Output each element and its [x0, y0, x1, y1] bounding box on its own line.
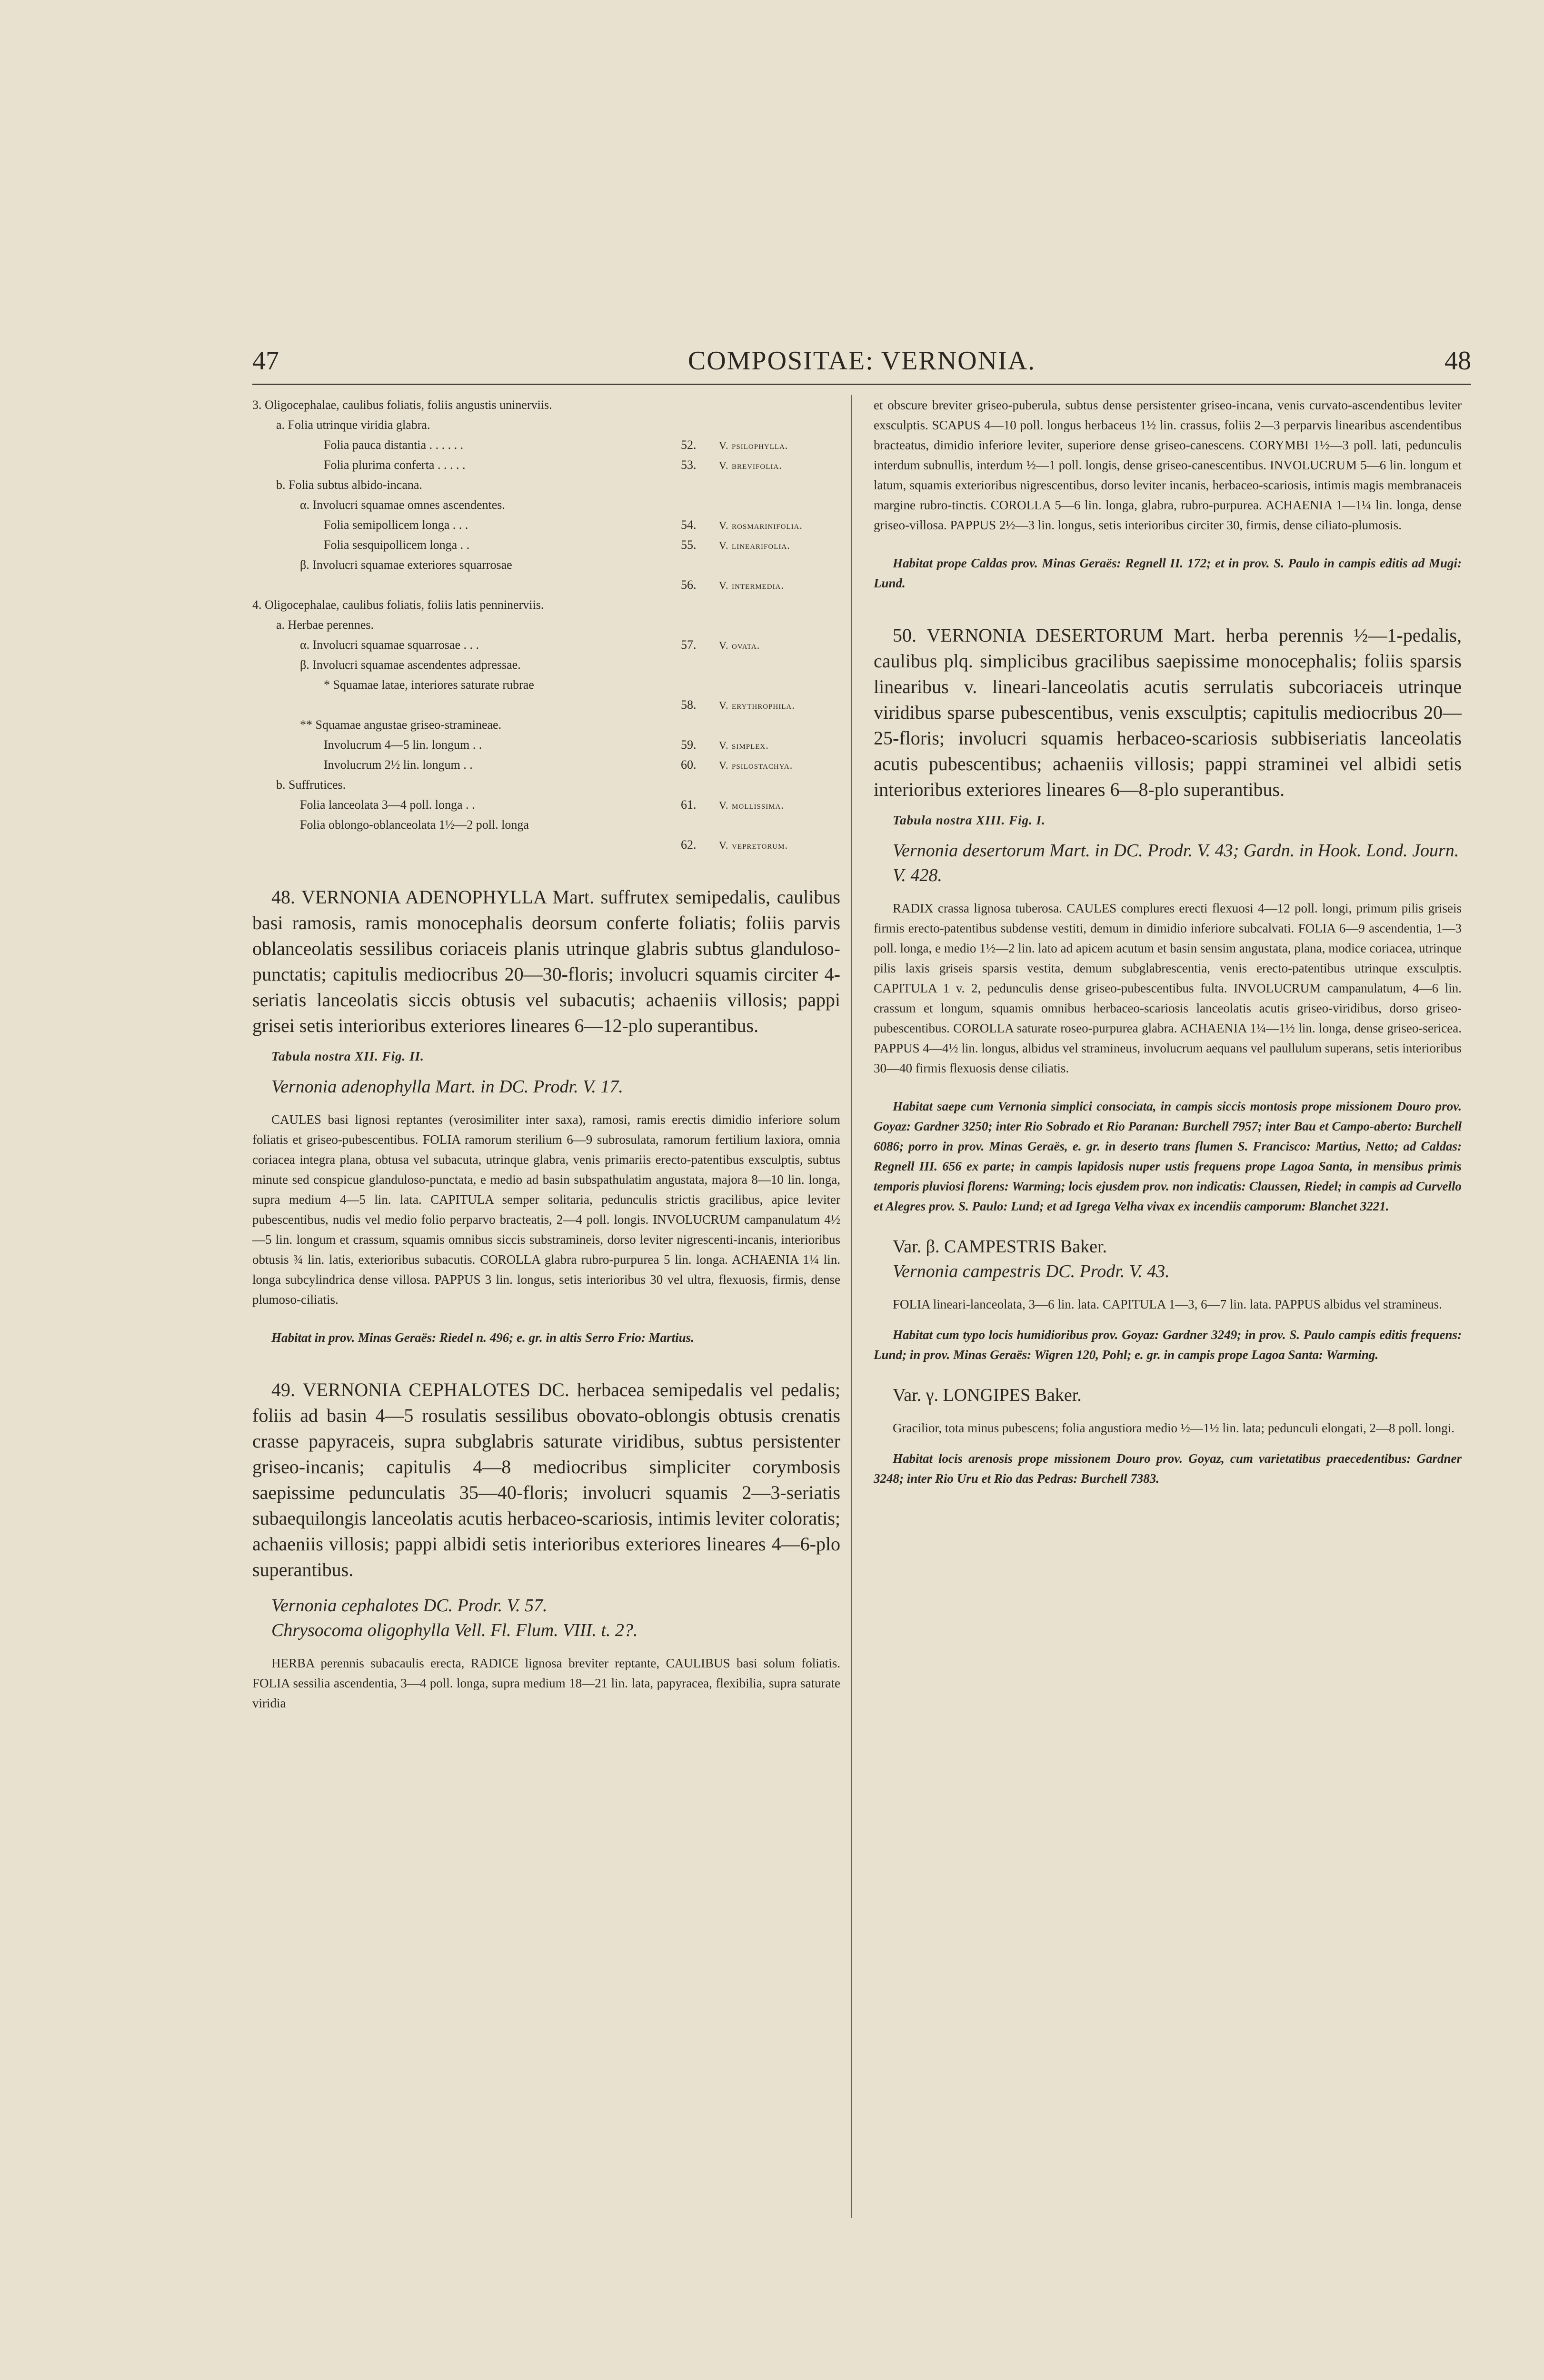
variety-beta-description: FOLIA lineari-lanceolata, 3—6 lin. lata. CAPITULA 1—3, 6—7 lin. lata. PAPPUS albidus vel stramineus. — [893, 1297, 1442, 1311]
variety-beta-citation: Vernonia campestris DC. Prodr. V. 43. — [893, 1261, 1170, 1281]
key-text — [252, 578, 324, 592]
key-row — [252, 835, 840, 855]
key-species-name: V. brevifolia. — [719, 459, 782, 471]
key-text: * Squamae latae, interiores saturate rubrae — [324, 678, 534, 692]
species-49-citation-1: Vernonia cephalotes DC. Prodr. V. 57. — [271, 1596, 548, 1616]
key-row — [252, 675, 840, 695]
key-text: 4. Oligocephalae, caulibus foliatis, foliis latis penninerviis. — [252, 598, 544, 612]
key-row — [252, 655, 840, 675]
key-number: 54. — [681, 518, 697, 532]
key-species-name: V. mollissima. — [719, 799, 784, 811]
key-species-name: V. psilostachya. — [719, 759, 793, 771]
key-text: b. Suffrutices. — [276, 778, 346, 792]
species-key — [252, 395, 840, 855]
variety-gamma-description: Gracilior, tota minus pubescens; folia angustiora medio ½—1½ lin. lata; pedunculi elongati, 2—8 poll. longi. — [893, 1421, 1454, 1435]
key-text: a. Folia utrinque viridia glabra. — [276, 418, 430, 432]
key-row — [252, 415, 840, 435]
key-row — [252, 435, 840, 455]
species-49-citation-2: Chrysocoma oligophylla Vell. Fl. Flum. VIII. t. 2?. — [271, 1620, 638, 1640]
key-text: b. Folia subtus albido-incana. — [276, 478, 422, 492]
running-header — [252, 342, 1471, 380]
page-number-right: 48 — [1444, 346, 1471, 376]
species-49-description: HERBA perennis subacaulis erecta, RADICE lignosa breviter reptante, CAULIBUS basi solum foliatis. FOLIA sessilia ascendentia, 3—4 poll. longa, supra medium 18—21 lin. lata, papyracea, flexibilia, supra saturate viridia — [252, 1656, 840, 1710]
species-50-plate: Tabula nostra XIII. Fig. I. — [893, 813, 1046, 827]
key-species-name: V. ovata. — [719, 639, 760, 651]
species-49-habitat: Habitat prope Caldas prov. Minas Geraës: Regnell II. 172; et in prov. S. Paulo in campis editis ad Mugi: Lund. — [874, 556, 1462, 590]
key-text: α. Involucri squamae squarrosae . . . — [300, 638, 479, 652]
key-text — [252, 838, 324, 852]
key-text: Folia sesquipollicem longa . . — [324, 538, 470, 552]
key-number: 53. — [681, 458, 697, 472]
key-row — [252, 775, 840, 795]
species-50-citation: Vernonia desertorum Mart. in DC. Prodr. V. 43; Gardn. in Hook. Lond. Journ. V. 428. — [893, 841, 1459, 885]
key-text: Folia lanceolata 3—4 poll. longa . . — [300, 798, 475, 812]
key-row — [252, 715, 840, 735]
key-row — [252, 755, 840, 775]
species-48-diagnosis: 48. VERNONIA ADENOPHYLLA Mart. suffrutex semipedalis, caulibus basi ramosis, ramis monocephalis deorsum conferte foliatis; foliis parvis oblanceolatis sessilibus coriaceis planis utrinque glabris subtus glanduloso-punctatis; capitulis mediocribus 20—30-floris; involucri squamis circiter 4-seriatis lanceolatis siccis obtusis vel subacutis; achaeniis villosis; pappi grisei setis interioribus exteriores lineares 6—12-plo superantibus. — [252, 886, 840, 1036]
key-row — [252, 555, 840, 575]
key-species-name: V. erythrophila. — [719, 699, 795, 711]
variety-gamma-habitat: Habitat locis arenosis prope missionem Douro prov. Goyaz, cum varietatibus praecedentibus: Gardner 3248; inter Rio Uru et Rio das Pedras: Burchell 7383. — [874, 1451, 1462, 1486]
key-text: β. Involucri squamae exteriores squarrosae — [300, 558, 512, 572]
key-species-name: V. intermedia. — [719, 579, 784, 591]
left-column — [252, 395, 840, 1713]
key-text: Folia semipollicem longa . . . — [324, 518, 468, 532]
key-row — [252, 815, 840, 835]
species-49-description-cont: et obscure breviter griseo-puberula, subtus dense persistenter griseo-incana, venis curvato-ascendentibus leviter exsculptis. SCAPUS 4—10 poll. longus herbaceus 1½ lin. crassus, foliis 2—3 perparvis linearibus ascendentibus bracteatus, dimidio inferiore leviter, superiore dense griseo-canescens. CORYMBI 1½—3 poll. lati, pedunculis interdum subnullis, interdum ½—1 poll. longis, dense griseo-canescentibus. INVOLUCRUM 5—6 lin. longum et latum, squamis exterioribus nigrescentibus, dorso leviter incanis, herbaceo-scariosis, intimis magis membranaceis margine rubro-tinctis. COROLLA 5—6 lin. longa, glabra, rubro-purpurea. ACHAENIA 1—1¼ lin. longa, dense griseo-villosa. PAPPUS 2½—3 lin. longus, setis interioribus circiter 30, firmis, dense ciliato-plumosis. — [874, 398, 1462, 532]
key-species-name: V. simplex. — [719, 739, 769, 751]
variety-gamma-title: Var. γ. LONGIPES Baker. — [893, 1385, 1082, 1405]
key-row — [252, 615, 840, 635]
key-text: a. Herbae perennes. — [276, 618, 374, 632]
key-row — [252, 795, 840, 815]
species-50-description: RADIX crassa lignosa tuberosa. CAULES complures erecti flexuosi 4—12 poll. longi, primum pilis griseis firmis erecto-patentibus subdense vestiti, demum in dimidio inferiore subcalvati. FOLIA 6—9 ascendentia, 1—3 poll. longa, e medio 1½—2 lin. lato ad apicem acutum et basin sensim angustata, plana, modice coriacea, utrinque pilis laxis griseis sparsis vestita, demum subglabrescentia, venis erecto-patentibus utrinque exsculptis. CAPITULA 1 v. 2, pedunculis dense griseo-pubescentibus fulta. INVOLUCRUM campanulatum, 4—6 lin. crassum et longum, squamis omnibus herbaceo-scariosis lanceolatis acutis griseo-viridibus, dorso griseo-pubescentibus. COROLLA saturate roseo-purpurea glabra. ACHAENIA 1¼—1½ lin. longa, dense griseo-sericea. PAPPUS 4—4½ lin. longus, albidus vel stramineus, involucrum aequans vel paullulum superans, setis interioribus 30—40 firmis flexuosis dense ciliatis. — [874, 901, 1462, 1075]
key-row — [252, 475, 840, 495]
key-row — [252, 495, 840, 515]
variety-beta-habitat: Habitat cum typo locis humidioribus prov. Goyaz: Gardner 3249; in prov. S. Paulo campis editis frequens: Lund; in prov. Minas Geraës: Wigren 120, Pohl; e. gr. in campis prope Lagoa Santa: Warming. — [874, 1328, 1462, 1362]
species-48-citation: Vernonia adenophylla Mart. in DC. Prodr. V. 17. — [271, 1077, 623, 1097]
key-row — [252, 535, 840, 555]
key-number: 62. — [681, 838, 697, 852]
key-number: 58. — [681, 698, 697, 712]
key-text: β. Involucri squamae ascendentes adpressae. — [300, 658, 521, 672]
right-column — [874, 395, 1462, 1488]
key-number: 60. — [681, 758, 697, 772]
key-row — [252, 735, 840, 755]
column-divider — [851, 395, 852, 2218]
key-number: 57. — [681, 638, 697, 652]
species-48-description: CAULES basi lignosi reptantes (verosimiliter inter saxa), ramosi, ramis erectis dimidio inferiore solum foliatis et griseo-pubescentibus. FOLIA ramorum sterilium 6—9 subrosulata, ramorum fertilium laxiora, omnia coriacea integra plana, obtusa vel subacuta, utrinque glabra, venis primariis erecto-patentibus exsculptis, subtus minute sed conspicue glanduloso-punctata, e medio ad basin subspathulatim angustata, majora 8—10 lin. longa, supra medium 4—5 lin. lata. CAPITULA semper solitaria, pedunculis strictis gracilibus, apice leviter pubescentibus, nudis vel medio folio perparvo bracteatis, 2—4 poll. longis. INVOLUCRUM campanulatum 4½—5 lin. longum et crassum, squamis omnibus siccis substramineis, dorso leviter nigrescenti-incanis, interioribus obtusis ¾ lin. latis, exterioribus subacutis. COROLLA glabra rubro-purpurea 5 lin. longa. ACHAENIA 1¼ lin. longa subcylindrica dense villosa. PAPPUS 3 lin. longus, setis interioribus 30 vel ultra, flexuosis, firmis, dense plumoso-ciliatis. — [252, 1112, 840, 1307]
key-text: Folia oblongo-oblanceolata 1½—2 poll. longa — [300, 818, 529, 832]
key-species-name: V. linearifolia. — [719, 539, 790, 551]
key-text: ** Squamae angustae griseo-stramineae. — [300, 718, 502, 732]
key-number: 52. — [681, 438, 697, 452]
key-row — [252, 695, 840, 715]
key-species-name: V. vepretorum. — [719, 839, 788, 851]
key-number: 61. — [681, 798, 697, 812]
key-row — [252, 595, 840, 615]
variety-beta-title: Var. β. CAMPESTRIS Baker. — [893, 1237, 1107, 1257]
key-number: 59. — [681, 738, 697, 752]
key-text: α. Involucri squamae omnes ascendentes. — [300, 498, 505, 512]
key-text: 3. Oligocephalae, caulibus foliatis, foliis angustis uninerviis. — [252, 398, 552, 412]
key-number: 56. — [681, 578, 697, 592]
running-title: COMPOSITAE: VERNONIA. — [687, 346, 1036, 376]
key-row — [252, 455, 840, 475]
key-text: Involucrum 2½ lin. longum . . — [324, 758, 473, 772]
key-row — [252, 515, 840, 535]
key-text — [252, 698, 324, 712]
species-48-habitat: Habitat in prov. Minas Geraës: Riedel n. 496; e. gr. in altis Serro Frio: Martius. — [271, 1330, 694, 1345]
species-48-plate: Tabula nostra XII. Fig. II. — [271, 1049, 424, 1063]
key-species-name: V. psilophylla. — [719, 439, 788, 451]
key-text: Folia pauca distantia . . . . . . — [324, 438, 464, 452]
species-50-habitat: Habitat saepe cum Vernonia simplici consociata, in campis siccis montosis prope missionem Douro prov. Goyaz: Gardner 3250; inter Rio Sobrado et Rio Paranan: Burchell 7957; inter Bau et Campo-aberto: Burchell 6086; porro in prov. Minas Geraës, e. gr. in deserto trans flumen S. Francisco: Martius, Netto; ad Caldas: Regnell III. 656 ex parte; in campis lapidosis nuper ustis frequens prope Lagoa Santa, in mensibus primis temporis pluviosi florens: Warming; locis ejusdem prov. non indicatis: Claussen, Riedel; in campis ad Curvello et Alegres prov. S. Paulo: Lund; et ad Igrega Velha vivax ex incendiis camporum: Blanchet 3221. — [874, 1099, 1462, 1213]
key-number: 55. — [681, 538, 697, 552]
key-species-name: V. rosmarinifolia. — [719, 519, 803, 531]
key-row — [252, 575, 840, 595]
key-row — [252, 395, 840, 415]
species-50-diagnosis: 50. VERNONIA DESERTORUM Mart. herba perennis ½—1-pedalis, caulibus plq. simplicibus gracilibus saepissime monocephalis; foliis sparsis linearibus v. lineari-lanceolatis acutis serrulatis subcoriaceis utrinque viridibus sparse pubescentibus, venis exsculptis; capitulis mediocribus 20—25-floris; involucri squamis herbaceo-scariosis subbiseriatis lanceolatis acutis pubescentibus; achaeniis villosis; pappi straminei vel albidi setis interioribus exteriores lineares 6—8-plo superantibus. — [874, 625, 1462, 800]
header-rule — [252, 384, 1471, 385]
page-number-left: 47 — [252, 346, 279, 376]
key-row — [252, 635, 840, 655]
key-text: Involucrum 4—5 lin. longum . . — [324, 738, 482, 752]
key-text: Folia plurima conferta . . . . . — [324, 458, 466, 472]
species-49-diagnosis: 49. VERNONIA CEPHALOTES DC. herbacea semipedalis vel pedalis; foliis ad basin 4—5 rosulatis sessilibus obovato-oblongis obtusis crenatis crasse papyraceis, supra subglabris saturate viridibus, subtus persistenter griseo-incanis; capitulis 4—8 mediocribus simpliciter corymbosis saepissime pedunculatis 35—40-floris; involucri squamis 2—3-seriatis subaequilongis lanceolatis acutis herbaceo-scariosis, intimis leviter coloratis; achaeniis villosis; pappi albidi setis interioribus exteriores lineares 4—6-plo superantibus. — [252, 1379, 840, 1580]
